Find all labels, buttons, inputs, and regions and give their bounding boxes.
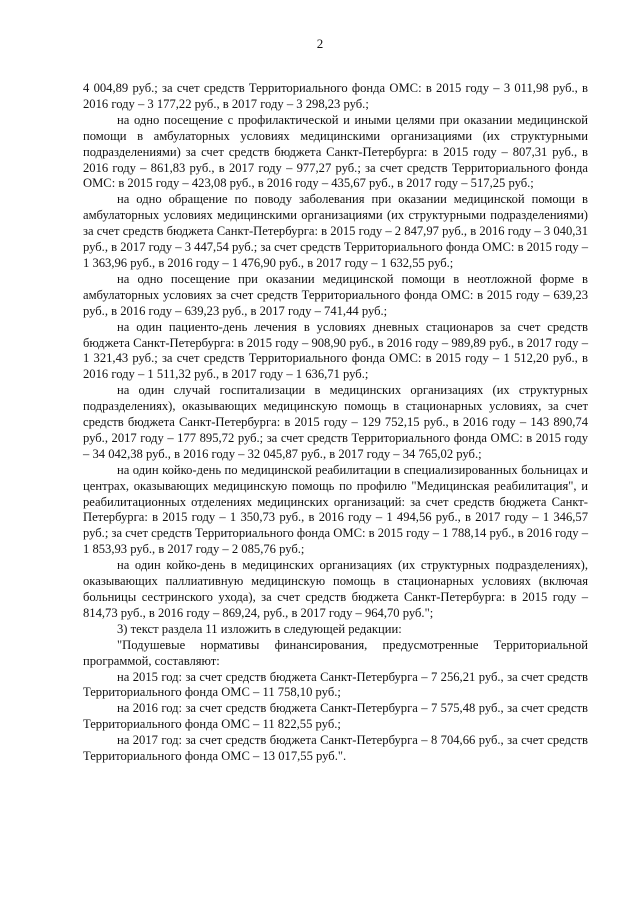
paragraph: на один пациенто-день лечения в условиях дневных стационаров за счет средств бюджета Санкт-Петербурга: в 2015 году – 908,90 руб., в 2016 году – 989,89 руб., в 2017 году – 1 321,43 руб.; за счет средств Территориального фонда ОМС: в 2015 году – 1 512,20 руб., в 2016 году – 1 511,32 руб., в 2017 году – 1 636,71 руб.;	[83, 319, 588, 382]
paragraph: на одно посещение с профилактической и иными целями при оказании медицинской помощи в амбулаторных условиях медицинскими организациями (их структурными подразделениями) за счет средств бюджета Санкт-Петербурга: в 2015 году – 807,31 руб., в 2016 году – 861,83 руб., в 2017 году – 977,27 руб.; за счет средств Территориального фонда ОМС: в 2015 году – 423,08 руб., в 2016 году – 435,67 руб., в 2017 году – 517,25 руб.;	[83, 112, 588, 191]
paragraph: "Подушевые нормативы финансирования, предусмотренные Территориальной программой, составляют:	[83, 637, 588, 668]
paragraph: на одно обращение по поводу заболевания при оказании медицинской помощи в амбулаторных условиях медицинскими организациями (их структурными подразделениями) за счет средств бюджета Санкт-Петербурга: в 2015 году – 2 847,97 руб., в 2016 году – 3 040,31 руб., в 2017 году – 3 447,54 руб.; за счет средств Территориального фонда ОМС: в 2015 году – 1 363,96 руб., в 2016 году – 1 476,90 руб., в 2017 году – 1 632,55 руб.;	[83, 192, 588, 270]
paragraph: на один случай госпитализации в медицинских организациях (их структурных подразделениях), оказывающих медицинскую помощь в стационарных условиях, за счет средств бюджета Санкт-Петербурга: в 2015 году – 129 752,15 руб., в 2016 году – 143 890,74 руб., 2017 году – 177 895,72 руб.; за счет средств Территориального фонда ОМС: в 2015 году – 34 042,38 руб., в 2016 году – 32 045,87 руб., в 2017 году – 34 765,02 руб.;	[83, 383, 588, 461]
document-body	[83, 81, 588, 765]
paragraph: на одно посещение при оказании медицинской помощи в неотложной форме в амбулаторных условиях за счет средств Территориального фонда ОМС: в 2015 году – 639,23 руб., в 2016 году – 639,23 руб., в 2017 году – 741,44 руб.;	[83, 271, 588, 318]
page-number: 2	[316, 36, 324, 51]
paragraph: на 2017 год: за счет средств бюджета Санкт-Петербурга – 8 704,66 руб., за счет средств Территориального фонда ОМС – 13 017,55 руб.".	[83, 733, 588, 764]
paragraph: 4 004,89 руб.; за счет средств Территориального фонда ОМС: в 2015 году – 3 011,98 руб., в 2016 году – 3 177,22 руб., в 2017 году – 3 298,23 руб.;	[83, 81, 588, 111]
paragraph: на 2016 год: за счет средств бюджета Санкт-Петербурга – 7 575,48 руб., за счет средств Территориального фонда ОМС – 11 822,55 руб.;	[83, 701, 588, 732]
paragraph: на один койко-день по медицинской реабилитации в специализированных больницах и центрах, оказывающих медицинскую помощь по профилю "Медицинская реабилитация", и реабилитационных отделениях медицинских организаций: за счет средств бюджета Санкт-Петербурга: в 2015 году – 1 350,73 руб., в 2016 году – 1 494,56 руб., в 2017 году – 1 346,57 руб.; за счет средств Территориального фонда ОМС: в 2015 году – 1 788,14 руб., в 2016 году – 1 853,93 руб., в 2017 году – 2 085,76 руб.;	[83, 462, 588, 557]
paragraph: на 2015 год: за счет средств бюджета Санкт-Петербурга – 7 256,21 руб., за счет средств Территориального фонда ОМС – 11 758,10 руб.;	[83, 669, 588, 700]
paragraph: 3) текст раздела 11 изложить в следующей редакции:	[117, 621, 402, 636]
paragraph: на один койко-день в медицинских организациях (их структурных подразделениях), оказывающих паллиативную медицинскую помощь в стационарных условиях (включая больницы сестринского ухода), за счет средств бюджета Санкт-Петербурга: в 2015 году – 814,73 руб., в 2016 году – 869,24, руб., в 2017 году – 964,70 руб.";	[83, 558, 588, 620]
